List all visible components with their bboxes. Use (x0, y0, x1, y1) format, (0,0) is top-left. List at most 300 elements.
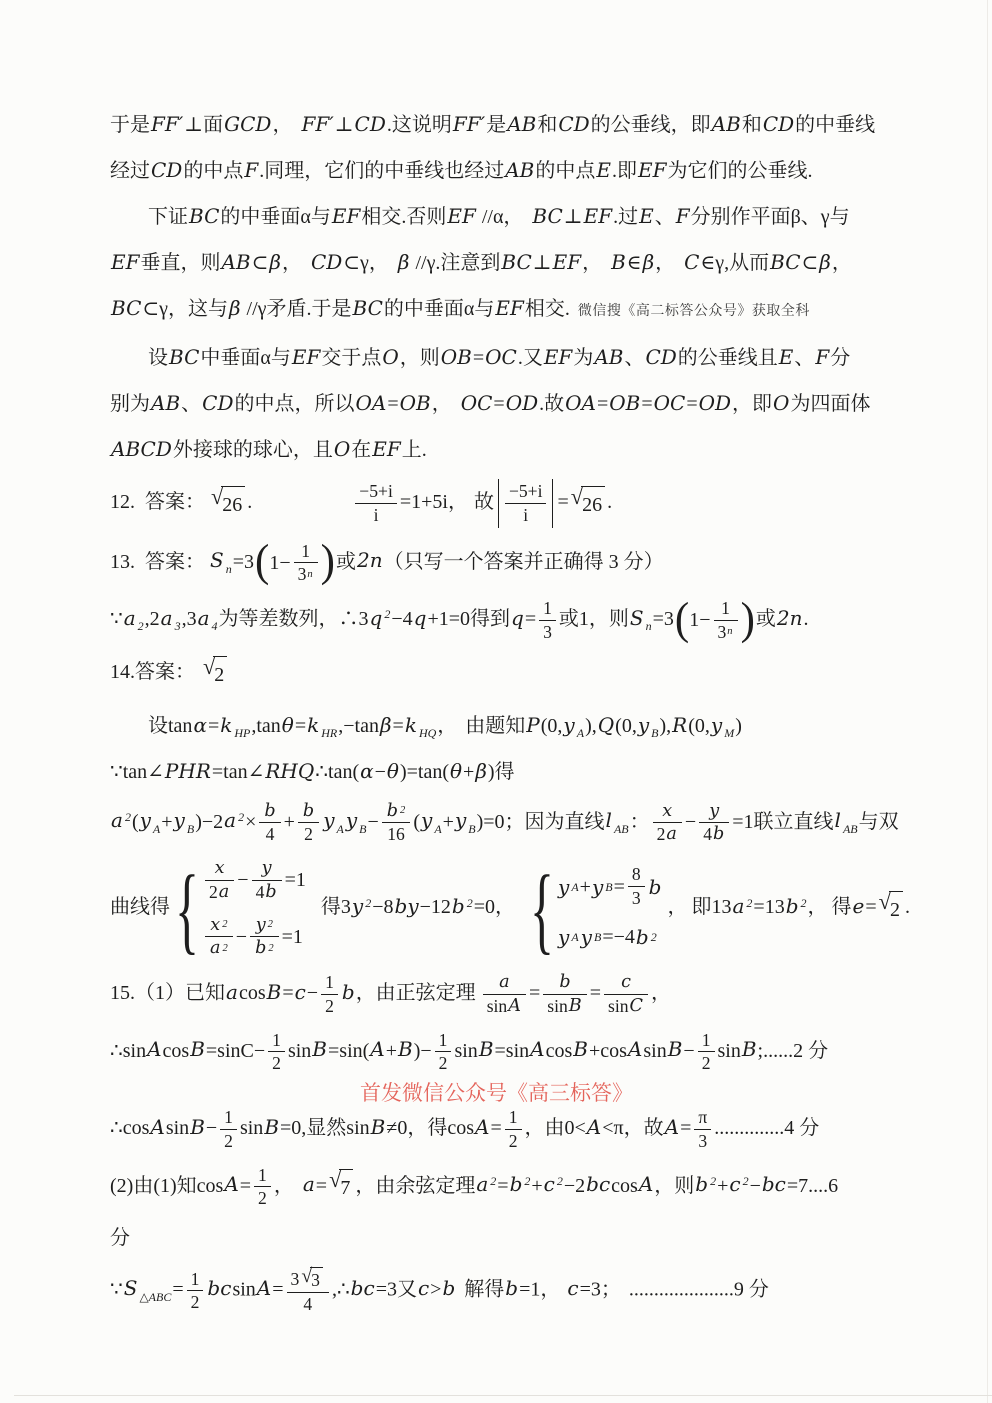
math-variable: y (710, 712, 723, 737)
math-variable: B (741, 1037, 757, 1062)
math-variable: CD (558, 112, 590, 136)
math-variable: B (478, 1037, 494, 1062)
math-variable: q (511, 605, 524, 630)
math-variable: BC (352, 296, 383, 320)
math-variable: q (413, 605, 427, 630)
math-variable: B (398, 1037, 413, 1062)
text-run: ( (413, 810, 420, 833)
math-variable: θ (450, 758, 463, 783)
math-variable: b (386, 800, 399, 821)
numerator (287, 1267, 329, 1293)
denominator (435, 1052, 452, 1074)
math-variable: BC (169, 345, 200, 369)
text-run: 、 (794, 347, 815, 369)
math-variable: y (558, 874, 570, 899)
text-run: = (207, 714, 220, 737)
math-variable: A (638, 1172, 654, 1197)
math-variable: b (695, 1172, 709, 1197)
text-run: 3 (717, 621, 727, 642)
text-run: =0,显然sin (280, 1116, 370, 1139)
text-run: 2 (656, 824, 666, 845)
math-variable: b (302, 800, 315, 821)
text-run: = (528, 981, 541, 1004)
math-variable: OA (355, 391, 387, 415)
text-run: //γ矛盾.于是 (241, 298, 352, 320)
denominator (505, 1130, 522, 1152)
math-variable: β (379, 712, 392, 737)
text-run: −8 (372, 896, 394, 919)
math-variable: y (421, 808, 433, 833)
radical-sign: √ (570, 483, 584, 509)
math-variable: by (394, 894, 419, 919)
denominator (628, 887, 645, 909)
answer-12 (110, 479, 926, 528)
square-root (301, 1267, 323, 1291)
subscript: HR (321, 725, 338, 740)
numerator (505, 481, 547, 504)
math-variable: b (341, 979, 355, 1004)
answer-15-part1-line-2 (110, 1030, 926, 1075)
text-run: =sinC− (205, 1039, 266, 1062)
math-variable: P (526, 712, 540, 737)
text-run: 的中点 (183, 160, 244, 182)
math-variable: a (499, 972, 510, 992)
math-variable: GCD (224, 112, 272, 136)
text-run: = (490, 1116, 502, 1139)
math-variable: c (567, 1276, 579, 1301)
text-run: 2 (214, 663, 225, 686)
denominator (505, 504, 547, 526)
text-run: + (463, 760, 475, 783)
math-variable: CD (202, 391, 234, 415)
math-variable: b (451, 894, 465, 919)
text-run: 3 (631, 888, 641, 908)
superscript: 2 (556, 1173, 563, 1188)
math-variable: y (709, 800, 720, 821)
text-run: 1− (269, 551, 291, 574)
solution-line-2 (110, 154, 926, 187)
text-run: （只写一个答案并正确得 3 分） (383, 550, 664, 573)
math-variable: a (111, 808, 123, 833)
numerator (483, 972, 526, 995)
text-run: 4 (265, 824, 275, 845)
text-run: 26 (222, 493, 243, 516)
math-variable: AB (594, 345, 624, 369)
math-variable: a (218, 881, 230, 902)
text-run: )=0；因为直线 (476, 810, 605, 833)
math-variable: BC (189, 204, 220, 228)
text-run: (0, (540, 714, 563, 737)
text-run: ， (651, 981, 672, 1004)
text-run: − (683, 1039, 695, 1062)
close-paren: ) (740, 594, 755, 645)
text-run: ∴tan( (315, 760, 360, 783)
text-run: sin (239, 1116, 264, 1139)
text-run: ， (582, 252, 603, 274)
text-run: sin (287, 1039, 312, 1062)
text-run: 1 (190, 1268, 200, 1289)
text-run: −12 (419, 896, 451, 919)
text-run: ，则 (654, 1174, 695, 1197)
fraction (205, 915, 233, 960)
math-variable: C (684, 250, 700, 274)
text-run: ,∴ (331, 1278, 350, 1301)
text-run: = (680, 1116, 692, 1139)
text-run: − (235, 925, 248, 948)
text-run: 分 (830, 347, 851, 369)
text-run: 与双 (858, 810, 899, 833)
solution-line-5 (110, 292, 926, 328)
math-variable: OC (653, 391, 686, 415)
text-run: 12. (110, 490, 135, 513)
math-variable: b (509, 1172, 523, 1197)
text-run: 是 (486, 114, 507, 136)
math-variable: bc (586, 1172, 611, 1197)
denominator (543, 995, 586, 1017)
denominator (268, 1052, 285, 1074)
text-run: .这说明 (386, 114, 452, 136)
text-run: 交于点 (321, 347, 382, 369)
text-run: .即 (611, 160, 637, 182)
math-variable: S (123, 1276, 138, 1301)
text-run: ， (273, 1174, 294, 1197)
text-run: = (497, 1174, 509, 1197)
text-run: ⊂ (801, 252, 819, 274)
numerator (543, 972, 586, 995)
answer-13 (110, 537, 926, 587)
math-variable: OD (505, 391, 539, 415)
text-run: <π，故 (602, 1116, 664, 1139)
subscript: △ABC (139, 1289, 172, 1304)
absolute-value (498, 479, 554, 528)
math-variable: a (226, 979, 238, 1004)
denominator (698, 1052, 715, 1074)
text-run: )− (413, 1039, 432, 1062)
equation-row: y A y B =−4 b 2 (557, 921, 662, 953)
math-variable: EF (637, 158, 667, 182)
text-run: 于是 (110, 114, 150, 136)
text-run: ∈ (626, 252, 642, 274)
text-run: 答案： (145, 490, 205, 513)
numerator (321, 972, 338, 995)
numerator (604, 972, 648, 995)
math-variable: a (732, 894, 745, 919)
text-run: 16 (387, 824, 405, 845)
math-variable: S (210, 548, 224, 573)
math-variable: O (382, 345, 399, 369)
subscript: A (576, 725, 585, 740)
math-variable: a (476, 1172, 489, 1197)
subscript: A (152, 821, 161, 836)
text-run: −4 (391, 607, 413, 630)
text-run: 别为 (110, 393, 150, 415)
brace: { (175, 853, 199, 964)
open-paren: ( (674, 594, 690, 645)
text-run: )得 (487, 760, 515, 783)
radical-sign: √ (211, 483, 224, 509)
math-variable: l (605, 808, 612, 833)
text-run: 14.答案： (110, 660, 195, 683)
text-run: 为它们的公垂线. (667, 160, 813, 182)
math-variable: y (454, 808, 467, 833)
text-run: 13. (110, 550, 135, 573)
text-run: 答案： (145, 550, 205, 573)
fraction (628, 864, 645, 909)
math-variable: CD (151, 158, 183, 182)
math-variable: EF (583, 204, 613, 228)
math-variable: A (224, 1172, 239, 1197)
math-variable: a (224, 808, 237, 833)
text-run: .又 (517, 347, 543, 369)
text-run: 得3 (320, 896, 351, 919)
text-run: + (579, 875, 591, 898)
math-variable: AB (505, 158, 535, 182)
text-run: ,3 (181, 607, 197, 630)
text-run: 的中垂线 (795, 114, 876, 136)
text-run: ,−tan (338, 714, 379, 737)
text-run: 2 (889, 899, 900, 921)
math-variable: a (210, 938, 221, 959)
fraction (698, 1030, 715, 1075)
math-variable: B (370, 1114, 386, 1139)
text-run: ，即 (732, 393, 773, 415)
denominator (694, 1130, 711, 1152)
parenthesized-group (674, 594, 755, 645)
math-variable: c (543, 1172, 555, 1197)
numerator (698, 1030, 715, 1053)
text-run: 7 (340, 1177, 351, 1200)
text-run: ， (655, 252, 676, 274)
text-run: 上. (401, 439, 427, 461)
text-run: )−2 (195, 810, 224, 833)
text-run: ⊂ (251, 252, 269, 274)
fraction (714, 598, 738, 643)
math-variable: b (442, 1276, 456, 1301)
math-variable: A (586, 1114, 602, 1139)
subscript: B (468, 821, 476, 836)
text-run: 分别作平面β、γ与 (690, 206, 850, 228)
text-run: cos (611, 1174, 638, 1197)
text-run: 2 (325, 995, 334, 1016)
math-variable: EF (552, 250, 582, 274)
math-variable: A (370, 1037, 385, 1062)
text-run: 1 (701, 1029, 711, 1050)
red-watermark (110, 1077, 926, 1109)
text-run: 1 (438, 1029, 448, 1050)
text-run: =sin (494, 1039, 530, 1062)
numerator (220, 1107, 237, 1130)
numerator (252, 858, 282, 881)
text-run: =sin( (328, 1039, 370, 1062)
math-variable: y (323, 808, 335, 833)
math-variable: β (397, 250, 410, 274)
text-run: 解得 (464, 1278, 505, 1301)
math-variable: y (637, 712, 650, 737)
denominator (220, 1130, 237, 1152)
math-variable: a (666, 824, 677, 845)
denominator (252, 881, 282, 903)
text-run: = (557, 490, 569, 513)
equation-row (202, 858, 306, 903)
text-run: − (749, 1174, 761, 1197)
math-variable: β (228, 296, 241, 320)
text-run: 垂直，则 (140, 252, 221, 274)
math-variable: B (264, 1114, 280, 1139)
math-variable: y (580, 924, 592, 949)
solution-line-6 (110, 341, 926, 374)
math-variable: e (852, 894, 865, 919)
text-run: 中垂面α与 (200, 347, 291, 369)
fraction (483, 972, 526, 1017)
math-variable: AB (507, 112, 537, 136)
square-root (329, 1169, 353, 1204)
solution-13-line (110, 594, 926, 645)
numerator (699, 801, 729, 824)
math-variable: EF (291, 345, 321, 369)
denominator (382, 823, 411, 845)
square-root (203, 653, 227, 691)
fraction (382, 801, 411, 846)
superscript: 2 (742, 1173, 749, 1188)
numerator (653, 801, 682, 824)
text-run: + (531, 1174, 543, 1197)
fraction (298, 801, 319, 846)
superscript: 2 (124, 809, 131, 824)
system-of-equations (175, 853, 306, 964)
subscript: A (336, 821, 344, 836)
denominator (653, 823, 682, 845)
text-run: 2 (272, 1053, 281, 1074)
math-variable: y (139, 808, 151, 833)
subscript: AB (613, 821, 629, 836)
text-run: = (686, 393, 698, 415)
subscript: n (225, 561, 232, 576)
radical-sign: √ (878, 889, 891, 914)
text-run: = (294, 714, 307, 737)
math-variable: S (629, 605, 644, 630)
text-run: ，由0< (524, 1116, 586, 1139)
text-run: 设 (148, 347, 168, 369)
denominator (604, 995, 648, 1017)
subscript: n (645, 619, 652, 634)
text-run: ), (659, 714, 672, 737)
math-variable: θ (386, 758, 399, 783)
math-variable: CD (310, 250, 343, 274)
text-run: cos (545, 1039, 573, 1062)
radical-sign: √ (301, 1265, 313, 1287)
text-run: = (387, 393, 399, 415)
text-run: ， (807, 896, 828, 919)
text-run: 外接球的球心，且 (172, 439, 333, 461)
text-run: 4 (303, 1293, 313, 1314)
denominator: b 2 (255, 938, 274, 959)
text-run: 为四面体 (790, 393, 871, 415)
math-variable: RHQ (265, 758, 315, 783)
denominator (355, 504, 397, 526)
text-run: ⊥ (563, 206, 583, 228)
math-variable: b (785, 894, 799, 919)
math-variable: B (568, 995, 582, 1016)
text-run: i (373, 504, 379, 525)
text-run: . (247, 490, 253, 513)
math-variable: x (210, 914, 221, 935)
math-variable: y (261, 858, 272, 878)
math-variable: F (675, 204, 690, 228)
text-run: =0， (473, 896, 515, 919)
subscript: 4 (211, 619, 218, 634)
equation-row: y A + y B = $\frac{8}{3}$ b (558, 864, 662, 908)
fraction (187, 1269, 204, 1314)
equation-rows (202, 858, 306, 959)
text-run: 1 (301, 540, 311, 561)
text-run: ∴sin (110, 1039, 147, 1062)
math-variable: b (635, 924, 649, 949)
math-variable: θ (281, 712, 294, 737)
text-run: . (803, 607, 809, 630)
text-run: 1 (721, 598, 730, 618)
paren-content (689, 598, 740, 643)
text-run: 首发微信公众号《高三标答》 (360, 1081, 633, 1105)
math-variable: a (302, 1172, 315, 1197)
math-variable: O (773, 391, 790, 415)
text-run: +cos (588, 1039, 627, 1062)
fraction (505, 1107, 522, 1152)
text-run: =3 (232, 550, 254, 573)
numerator (694, 1107, 711, 1130)
text-run: + (717, 1174, 729, 1197)
math-variable: β (642, 250, 655, 274)
math-variable: OB (399, 391, 431, 415)
fraction (505, 481, 547, 526)
superscript: 2 (384, 607, 391, 622)
text-run: + (385, 1039, 398, 1062)
text-run: ， (272, 114, 293, 136)
subscript: 2 (137, 619, 144, 634)
solution-14-line-4 (110, 853, 926, 964)
fraction (287, 1267, 329, 1315)
text-run: = (315, 1174, 328, 1197)
text-run: ，由余弦定理 (355, 1174, 476, 1197)
document-content (110, 108, 926, 1328)
math-variable: B (667, 1037, 683, 1062)
math-variable: B (312, 1037, 327, 1062)
text-run: 和 (741, 114, 762, 136)
equation-row (202, 915, 306, 960)
numerator (714, 598, 738, 621)
numerator (254, 1165, 271, 1188)
text-run: ， (667, 896, 688, 919)
radicand (889, 891, 903, 926)
math-variable: y (345, 808, 358, 833)
fraction (254, 1165, 271, 1210)
math-variable: C (629, 995, 644, 1016)
subscript: B (359, 821, 367, 836)
math-variable: CD (354, 112, 386, 136)
math-variable: b (559, 972, 571, 992)
fraction (694, 1107, 711, 1152)
text-run: 设tan (148, 714, 193, 737)
text-run: ， (437, 714, 458, 737)
solution-14-line-3 (110, 801, 926, 846)
solution-line-7 (110, 387, 926, 420)
math-variable: FF′ (301, 112, 334, 136)
numerator (435, 1030, 452, 1053)
text-run: 2 (304, 824, 313, 845)
text-run: 的公垂线且 (677, 347, 778, 369)
text-run: = (641, 393, 653, 415)
text-run: 相交. (524, 298, 570, 320)
answer-15-part2-line-3 (110, 1267, 926, 1315)
